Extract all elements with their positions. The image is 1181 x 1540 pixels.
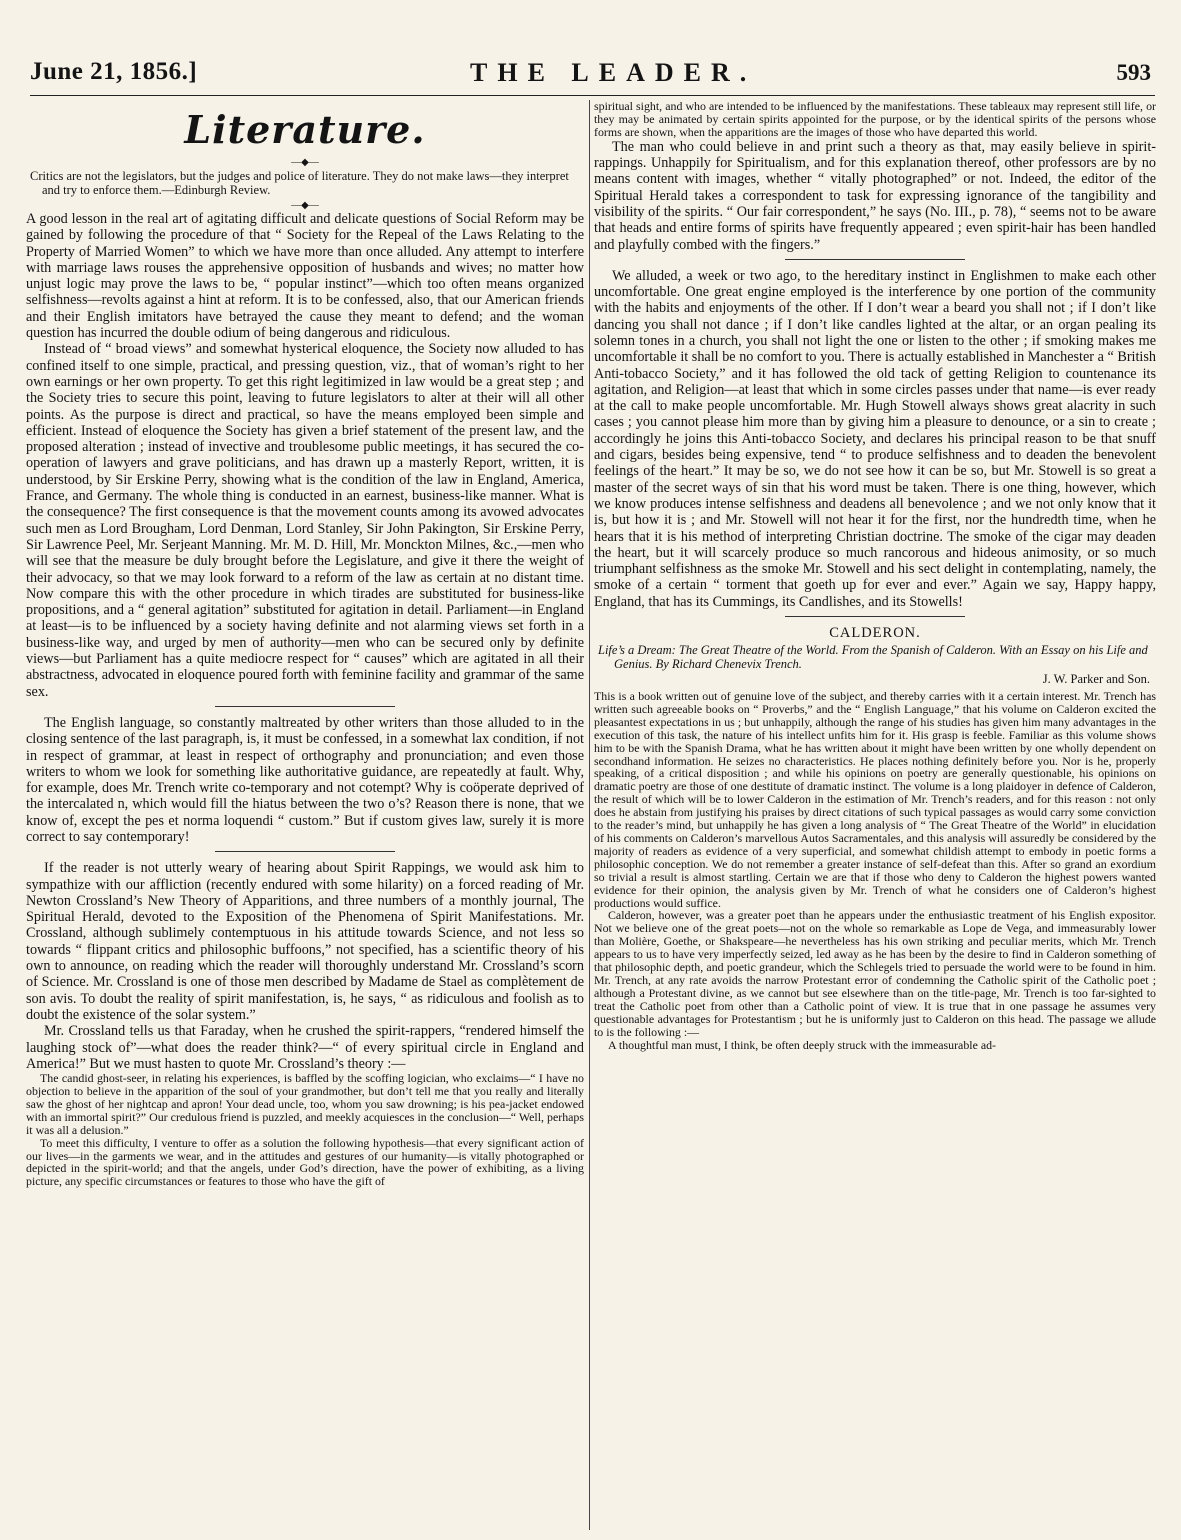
- quoted-passage: To meet this difficulty, I venture to offer as a solution the following hypothesis—that every significant action of our lives—in the garments we wear, and in the attitudes and gestures of our humanity—is vitally photographed or depicted in the spirit-world; and that the angels, under God’s direction, have the power of exhibiting, as a living picture, any specific circumstances or features to those who have the gift of: [26, 1135, 584, 1189]
- review-title: CALDERON.: [829, 625, 921, 642]
- ornament-divider: —◆—: [291, 157, 319, 168]
- article-paragraph: Instead of “ broad views” and somewhat hysterical eloquence, the Society now alluded to has confined itself to one simple, practical, and pressing question, viz., that of woman’s right to her own earnings or her own property. To get this right legitimized in law would be a great step ; and the Society tries to secure this point, leaving to future legislators to alter at their will all other points. As the purpose is direct and practical, so have the means employed been simple and efficient. Instead of eloquence the Society has given a brief statement of the present law, and the proposed alteration ; instead of invective and troublesome public meetings, it has secured the co-operation of lawyers and grave politicians, and has drawn up a masterly Report, written, it is understood, by Sir Erskine Perry, showing what is the condition of the law in England, America, France, and Germany. The whole thing is conducted in an earnest, business-like manner. What is the consequence? The first consequence is that the movement counts among its avowed advocates such men as Lord Brougham, Lord Denman, Lord Stanley, Sir John Pakington, Sir Erskine Perry, Sir Lawrence Peel, Mr. Serjeant Manning. Mr. M. D. Hill, Mr. Monckton Milnes, &c.,—men who will see that the measure be duly brought before the Legislature, and give it there the weight of their advocacy, so that we may look forward to a reform of the law as certain at no distant time. Now compare this with the other procedure in which tirades are substituted for business-like propositions, and a “ general agitation” substituted for agitation in detail. Parliament—in England at least—is to be influenced by a society having definite and not alarming views set forth in a business-like way, and urged by men of authority—men who can be secured only by definite views—but Parliament has a quite mediocre respect for “ causes” which are agitated in all their abstractness, advocated in eloquence poured forth with feminine facility and grammar of the same sex.: [26, 341, 584, 700]
- epigraph: Critics are not the legislators, but the judges and police of literature. They do not make laws—they interpret and try to enforce them.—Edinburgh Review.: [30, 169, 569, 197]
- quoted-passage: spiritual sight, and who are intended to be influenced by the manifestations. These tableaux may represent still life, or they may be animated by certain spirits appointed for the purpose, or by the identical spirits of the persons whose forms are shown, when the apparitions are the images of those who have departed this world.: [594, 99, 1156, 139]
- publisher: J. W. Parker and Son.: [1042, 672, 1150, 687]
- section-masthead: Literature.: [184, 107, 426, 152]
- quoted-passage: The candid ghost-seer, in relating his experiences, is baffled by the scoffing logician, who exclaims—“ I have no objection to believe in the apparition of the soul of your grandmother, but don’t tell me that you really and literally saw the ghost of her nightcap and apron! Your dead uncle, too, whom you saw drowning; is his pea-jacket endowed with an immortal spirit?” Our credulous friend is puzzled, and meekly acquiesces in the conclusion—“ Well, perhaps it was all a delusion.”: [26, 1071, 584, 1137]
- paragraph-rule: [785, 616, 965, 617]
- page-number: 593: [1116, 60, 1151, 85]
- article-paragraph: If the reader is not utterly weary of hearing about Spirit Rappings, we would ask him to sympathize with our affliction (recently endured with some hilarity) on a forced reading of Mr. Newton Crossland’s New Theory of Apparitions, and three numbers of a monthly journal, The Spiritual Herald, devoted to the Exposition of the Phenomena of Spirit Manifestations. Mr. Crossland, although sublimely contemptuous in his attitude towards Science, and not less so towards “ flippant critics and philosophic buffoons,” not specified, has a scientific theory of his own to announce, on reading which the reader will thoroughly understand Mr. Crossland’s scorn of Science. Mr. Crossland is one of those men described by Madame de Stael as complètement de son avis. To doubt the reality of spirit manifestation, is, he says, “ as ridiculous and foolish as to doubt the existence of the solar system.”: [26, 860, 584, 1023]
- article-paragraph: A good lesson in the real art of agitating difficult and delicate questions of Social Reform may be gained by following the procedure of that “ Society for the Repeal of the Laws Relating to the Property of Married Women” to which we have more than once alluded. Any attempt to interfere with marriage laws rouses the apprehensive opposition of husbands and wives; no matter how unjust logic may prove the laws to be, “ popular instinct”—which too often means organized selfishness—revolts against a hint at reform. It is to be confessed, also, that our American friends and their English imitators have betrayed the cause they meant to defend; and the woman question has incurred the double odium of being dangerous and ridiculous.: [26, 211, 584, 342]
- review-paragraph: Calderon, however, was a greater poet than he appears under the enthusiastic treatment of his English expositor. Not we believe one of the great poets—not on the whole so remarkable as Lope de Vega, and immeasurably lower than Molière, Goethe, or Shakspeare—he nevertheless has his own striking and peculiar merits, which Mr. Trench appears to us to have very imperfectly seized, led away as he has been by the desire to find in Calderon something of that philosophic depth, and poetic grandeur, which the Schlegels tried to persuade the world were to be found in him. Mr. Trench, at any rate avoids the narrow Protestant error of condemning the Catholic spirit of the Catholic poet ; although a Protestant divine, as we cannot but see elsewhere than on the title-page, Mr. Trench is too far-sighted to treat the Catholic poet from other than a Catholic point of view. It is true that in one passage he assumes very questionable advantages for Protestantism ; but he is uniformly just to Calderon on this head. The passage we allude to is the following :—: [594, 908, 1156, 1039]
- article-paragraph: The man who could believe in and print such a theory as that, may easily believe in spirit-rappings. Unhappily for Spiritualism, and for this explanation thereof, other professors are by no means content with images, whether “ vitally photographed” or not. Indeed, the editor of the Spiritual Herald takes a correspondent to task for expressing ignorance of the tangibility and visibility of the spirits. “ Our fair correspondent,” he says (No. III., p. 78), “ seems not to be aware that heads and entire forms of spirits have frequently appeared ; even spirit-hair has been handled and playfully combed with the fingers.”: [594, 138, 1156, 253]
- running-header: [30, 52, 1151, 96]
- right-column: [594, 100, 1156, 1051]
- ornament-divider: —◆—: [291, 200, 319, 211]
- quoted-passage: A thoughtful man must, I think, be often deeply struck with the immeasurable ad-: [608, 1037, 997, 1052]
- header-rule: [30, 95, 1155, 96]
- article-paragraph: The English language, so constantly maltreated by other writers than those alluded to in the closing sentence of the last paragraph, is, it must be confessed, in a somewhat lax condition, if not in respect of grammar, at least in respect of orthography and pronunciation; and even those writers to whom we look for something like authoritative guidance, are repeatedly at fault. Why, for example, does Mr. Trench write co-temporary and not cotempt? Why is coöperate deprived of the intercalated n, which would fill the hiatus between the two o’s? Reason there is none, that we know of, except the pes et norma loquendi “ custom.” But if custom gives law, surely it is more correct to say contemporary!: [26, 714, 584, 845]
- paragraph-rule: [215, 851, 395, 852]
- publication-title: THE LEADER.: [470, 58, 757, 87]
- review-paragraph: This is a book written out of genuine love of the subject, and thereby carries with it a certain interest. Mr. Trench has written such agreeable books on “ Proverbs,” and the “ English Language,” that his volume on Calderon excited the pleasantest expectations in us ; but unhappily, although the range of his studies has given him many advantages in the execution of this task, the nature of his intellect unfits him for it. His grasp is feeble. Familiar as this volume shows him to be with the Spanish Drama, what he has written about it might have been written by one wholly dependent on secondhand information. He seizes no characteristics. He places nothing definitely before you. Nor is he, properly speaking, of a critical disposition ; and while his opinions on poetry are generally questionable, his opinions on dramatic poetry are those of one destitute of dramatic instinct. The volume is a long plaidoyer in defence of Calderon, the result of which will be to lower Calderon in the estimation of Mr. Trench’s readers, and for this reason : not only does he abstain from justifying his praises by direct citations of such typical passages as would carry some conviction to the reader’s mind, but unhappily he has given a long analysis of “ The Great Theatre of the World” in elucidation of his comments on Calderon’s marvellous Autos Sacramentales, and this analysis will assuredly be considered by the majority of readers as evidence of a very superficial, and somewhat childish attempt to embody in poetic forms a philosophic conception. We do not remember a greater instance of self-defeat than this. After so grand an exordium so trivial a result is almost startling. Certain we are that if those who deny to Calderon the highest powers wanted evidence for their opinion, the analysis given by Mr. Trench of what he considers one of Calderon’s highest productions would suffice.: [594, 689, 1156, 910]
- article-paragraph: Mr. Crossland tells us that Faraday, when he crushed the spirit-rappers, “rendered himself the laughing stock of”—what does the reader think?—“ of every spiritual circle in England and America!” But we must hasten to quote Mr. Crossland’s theory :—: [26, 1023, 584, 1072]
- paragraph-rule: [215, 706, 395, 707]
- column-rule: [589, 100, 590, 1530]
- left-column: [26, 100, 584, 1188]
- book-citation: Life’s a Dream: The Great Theatre of the World. From the Spanish of Calderon. With an Essay on his Life and Genius. By Richard Chenevix Trench.: [598, 643, 1148, 671]
- issue-date: June 21, 1856.]: [30, 58, 198, 85]
- article-paragraph: We alluded, a week or two ago, to the hereditary instinct in Englishmen to make each other uncomfortable. One great engine employed is the interference by one portion of the community with the habits and enjoyments of the other. If I don’t wear a beard you shall not ; if I don’t like dancing you shall not dance ; if I don’t like candles lighted at the altar, or an organ pealing its solemn tones in a church, you shall not light the one or listen to the other ; if smoking makes me uncomfortable it shall be no comfort to you. There is actually established in Manchester a “ British Anti-tobacco Society,” and it has followed the old tack of getting Religion to countenance its agitation, and Religion—at least that which in some circles passes under that name—is ever ready at the call to make people uncomfortable. Mr. Hugh Stowell always shows great alacrity in such cases ; you cannot please him more than by giving him a pleasure to denounce, or a sin to create ; accordingly he joins this Anti-tobacco Society, and declares his principal reason to be that snuff and cigars, besides being expensive, tend “ to produce selfishness and to deaden the benevolent feelings of the heart.” It may be so, we do not see how it can be so, but Mr. Stowell is so great a master of the secret ways of sin that his word must be taken. There is one thing, however, which we know produces intense selfishness and deadens all benevolence ; and we not only know that it is, but how it is ; and Mr. Stowell will not hear it for the first, nor the hundredth time, when he hears that it is his method of interpreting Christian doctrine. The smoke of the cigar may deaden the heart, but it will scarcely produce so much rancorous and hideous animosity, or so much triumphant selfishness as the smoke Mr. Stowell and his sect delight in contemplating, namely, the smoke of a certain “ torment that goeth up for ever and ever.” Again we say, Happy happy, England, that has its Cummings, its Candlishes, and its Stowells!: [594, 267, 1156, 610]
- paragraph-rule: [785, 259, 965, 260]
